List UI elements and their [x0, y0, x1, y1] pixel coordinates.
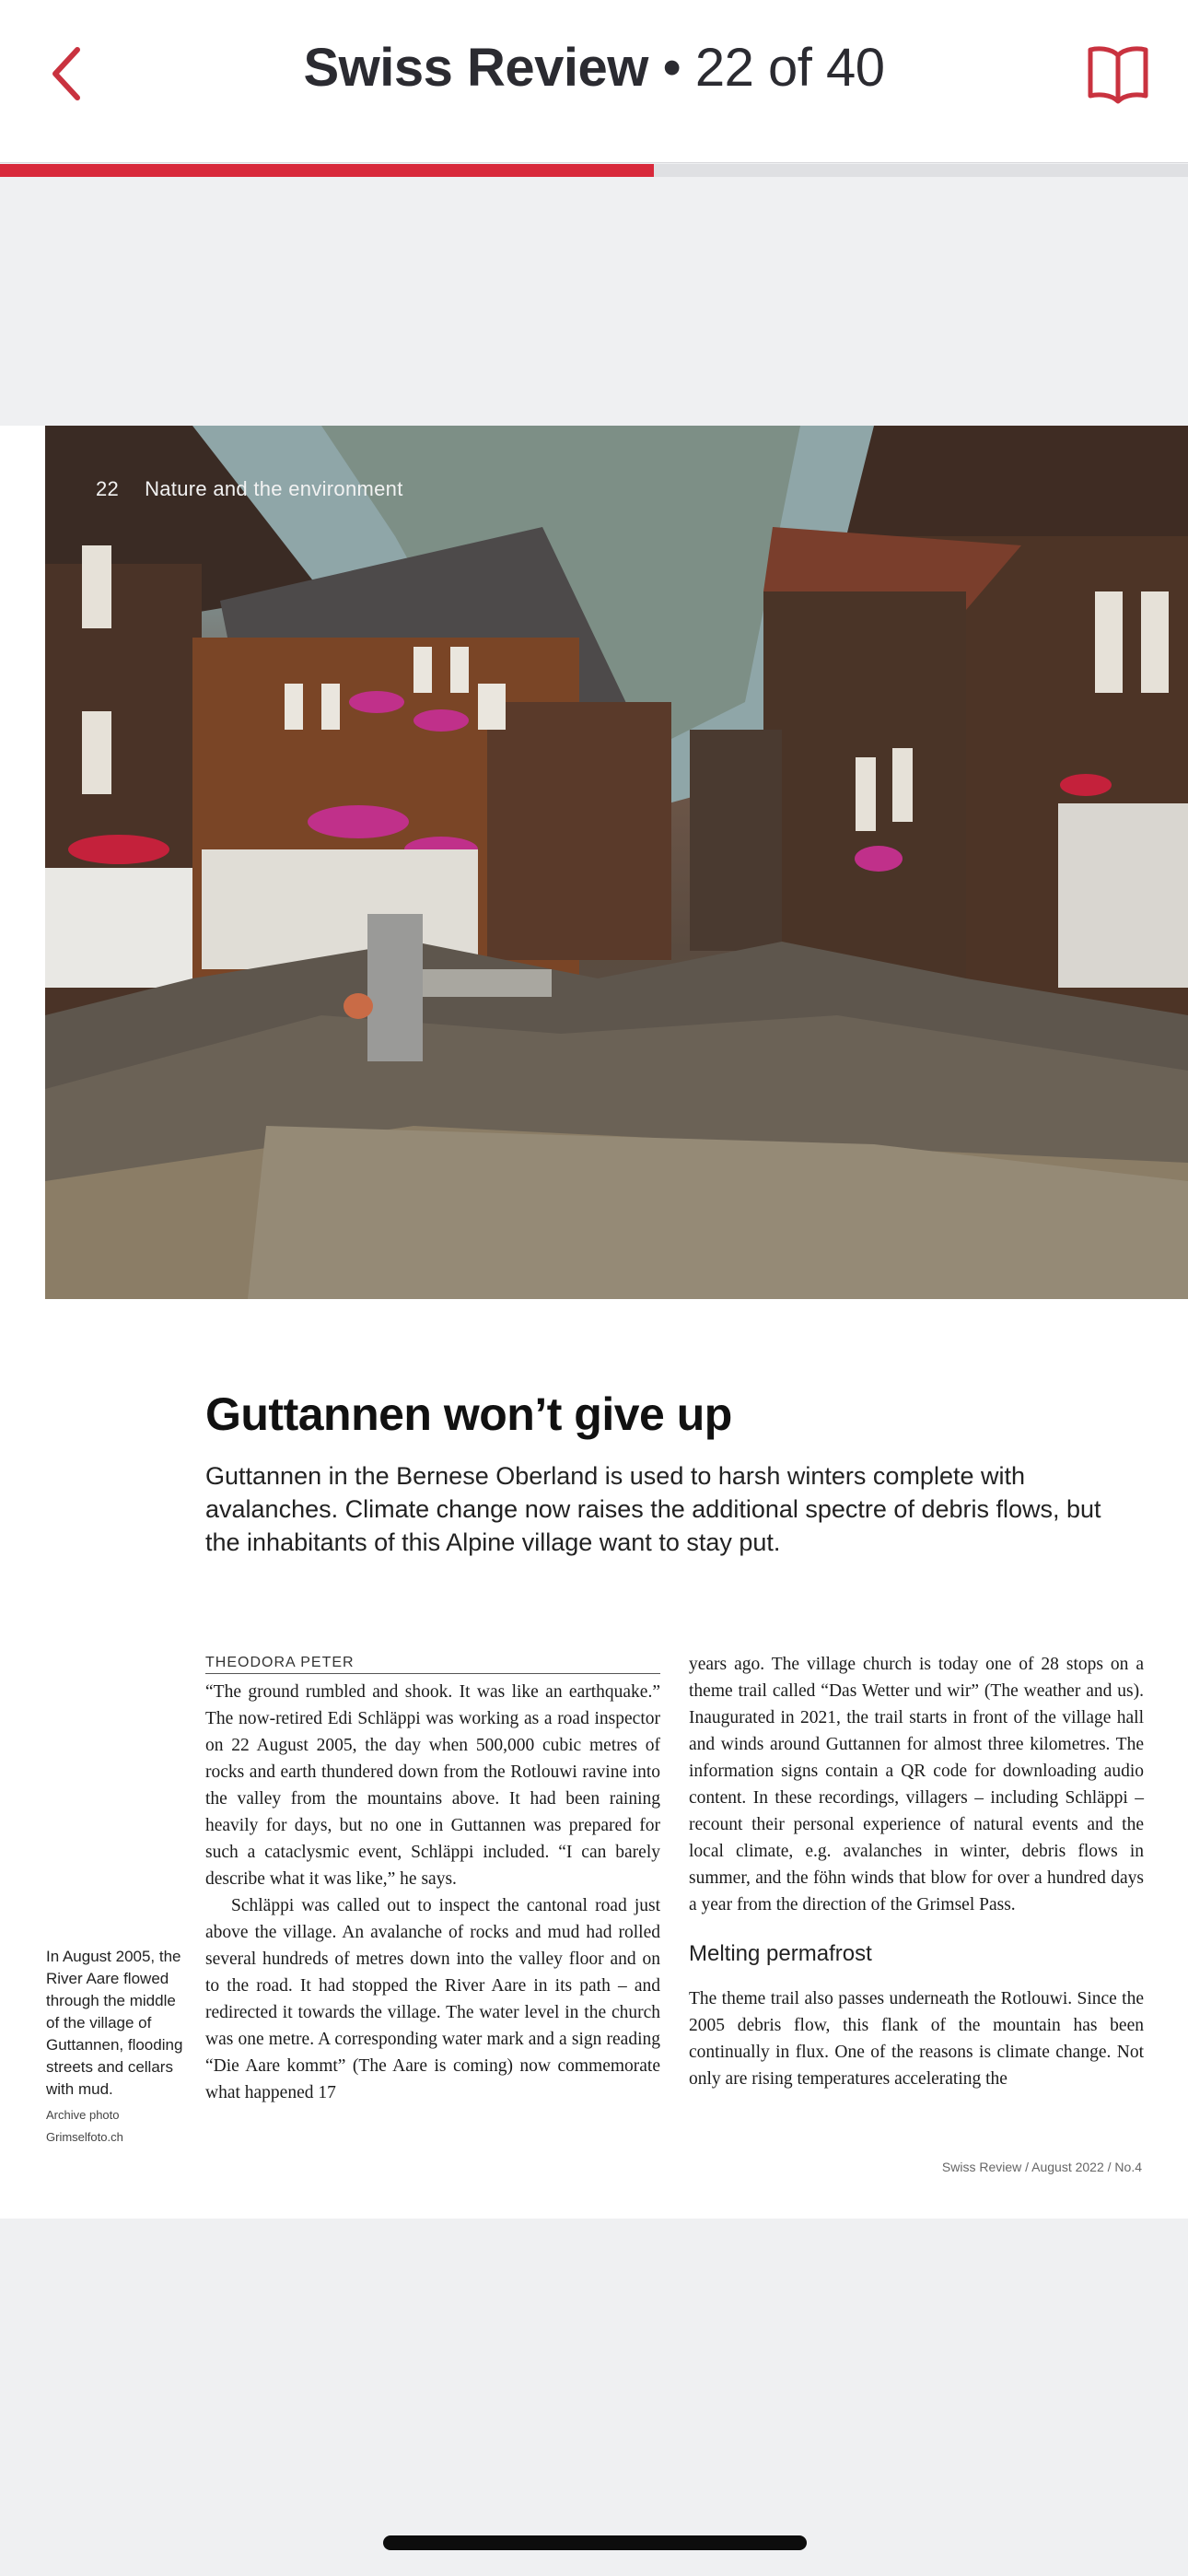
article-standfirst: Guttannen in the Bernese Oberland is used to harsh winters complete with avalanches. Climate change now raises the additional spectre of debris flows, but the inhabitants of this Alpine village want to stay put.	[205, 1462, 1101, 1556]
article-photo	[45, 426, 1188, 1299]
magazine-page[interactable]	[0, 426, 1188, 2219]
top-navigation-bar	[0, 0, 1188, 163]
section-title: Nature and the environment	[145, 477, 403, 500]
page-footer: Swiss Review / August 2022 / No.4	[941, 2160, 1142, 2174]
title-separator: •	[647, 38, 695, 98]
paragraph: years ago. The village church is today one of 28 stops on a theme trail called “Das Wetter und wir” (The weather and us). Inaugurated in 2021, the trail starts in front of the village hall and winds around Guttannen for almost three kilometres. The information signs contain a QR code for downloading audio content. In these recordings, villagers – including Schläppi – recount their personal experience of natural events and the local climate, e.g. avalanches in winter, debris flows in summer, and the föhn winds that blow for over a hundred days a year from the direction of the Grimsel Pass.	[689, 1655, 1144, 1914]
page-number: 22	[96, 477, 120, 500]
article-author: THEODORA PETER	[205, 1655, 660, 1674]
publication-name: Swiss Review	[303, 38, 648, 98]
page-status: 22 of 40	[694, 38, 885, 98]
page-title	[0, 37, 1188, 99]
reading-progress-fill	[0, 164, 654, 177]
village-mudflow-illustration	[45, 426, 1188, 1299]
article-headline: Guttannen won’t give up	[205, 1388, 732, 1440]
page-running-header	[96, 477, 429, 501]
article-column-1	[205, 1679, 660, 2106]
caption-text: In August 2005, the River Aare flowed through the middle of the village of Guttannen, flooding streets and cellars with mud.	[46, 1948, 183, 2098]
library-button[interactable]	[1085, 42, 1151, 105]
paragraph: Schläppi was called out to inspect the cantonal road just above the village. An avalanche of rocks and mud had rolled several hundreds of metres down into the valley floor and on to the road. It had stopped the River Aare in its path – and redirected it towards the village. The water level in the church was one metre. A corresponding water mark and a sign reading “Die Aare kommt” (The Aare is coming) now commemorate what happened 17	[205, 1896, 660, 2102]
reading-progress-bar	[0, 164, 1188, 177]
paragraph: “The ground rumbled and shook. It was like an earthquake.” The now-retired Edi Schläppi was working as a road inspector on 22 August 2005, the day when 500,000 cubic metres of rocks and earth thundered down from the Rotlouwi ravine into the valley from the mountains above. It had been raining heavily for days, but no one in Guttannen was prepared for such a cataclysmic event, Schläppi included. “I can barely describe what it was like,” he says.	[205, 1682, 660, 1889]
paragraph: The theme trail also passes underneath the Rotlouwi. Since the 2005 debris flow, this flank of the mountain has been continually in flux. One of the reasons is climate change. Not only are rising temperatures accelerating the	[689, 1989, 1144, 2089]
photo-credit: Archive photo Grimselfoto.ch	[46, 2108, 123, 2144]
article-column-2	[689, 1651, 1144, 2092]
home-indicator[interactable]	[383, 2535, 807, 2550]
article-subheading: Melting permafrost	[689, 1941, 872, 1966]
open-book-icon	[1085, 42, 1151, 105]
photo-caption	[46, 1946, 184, 2149]
